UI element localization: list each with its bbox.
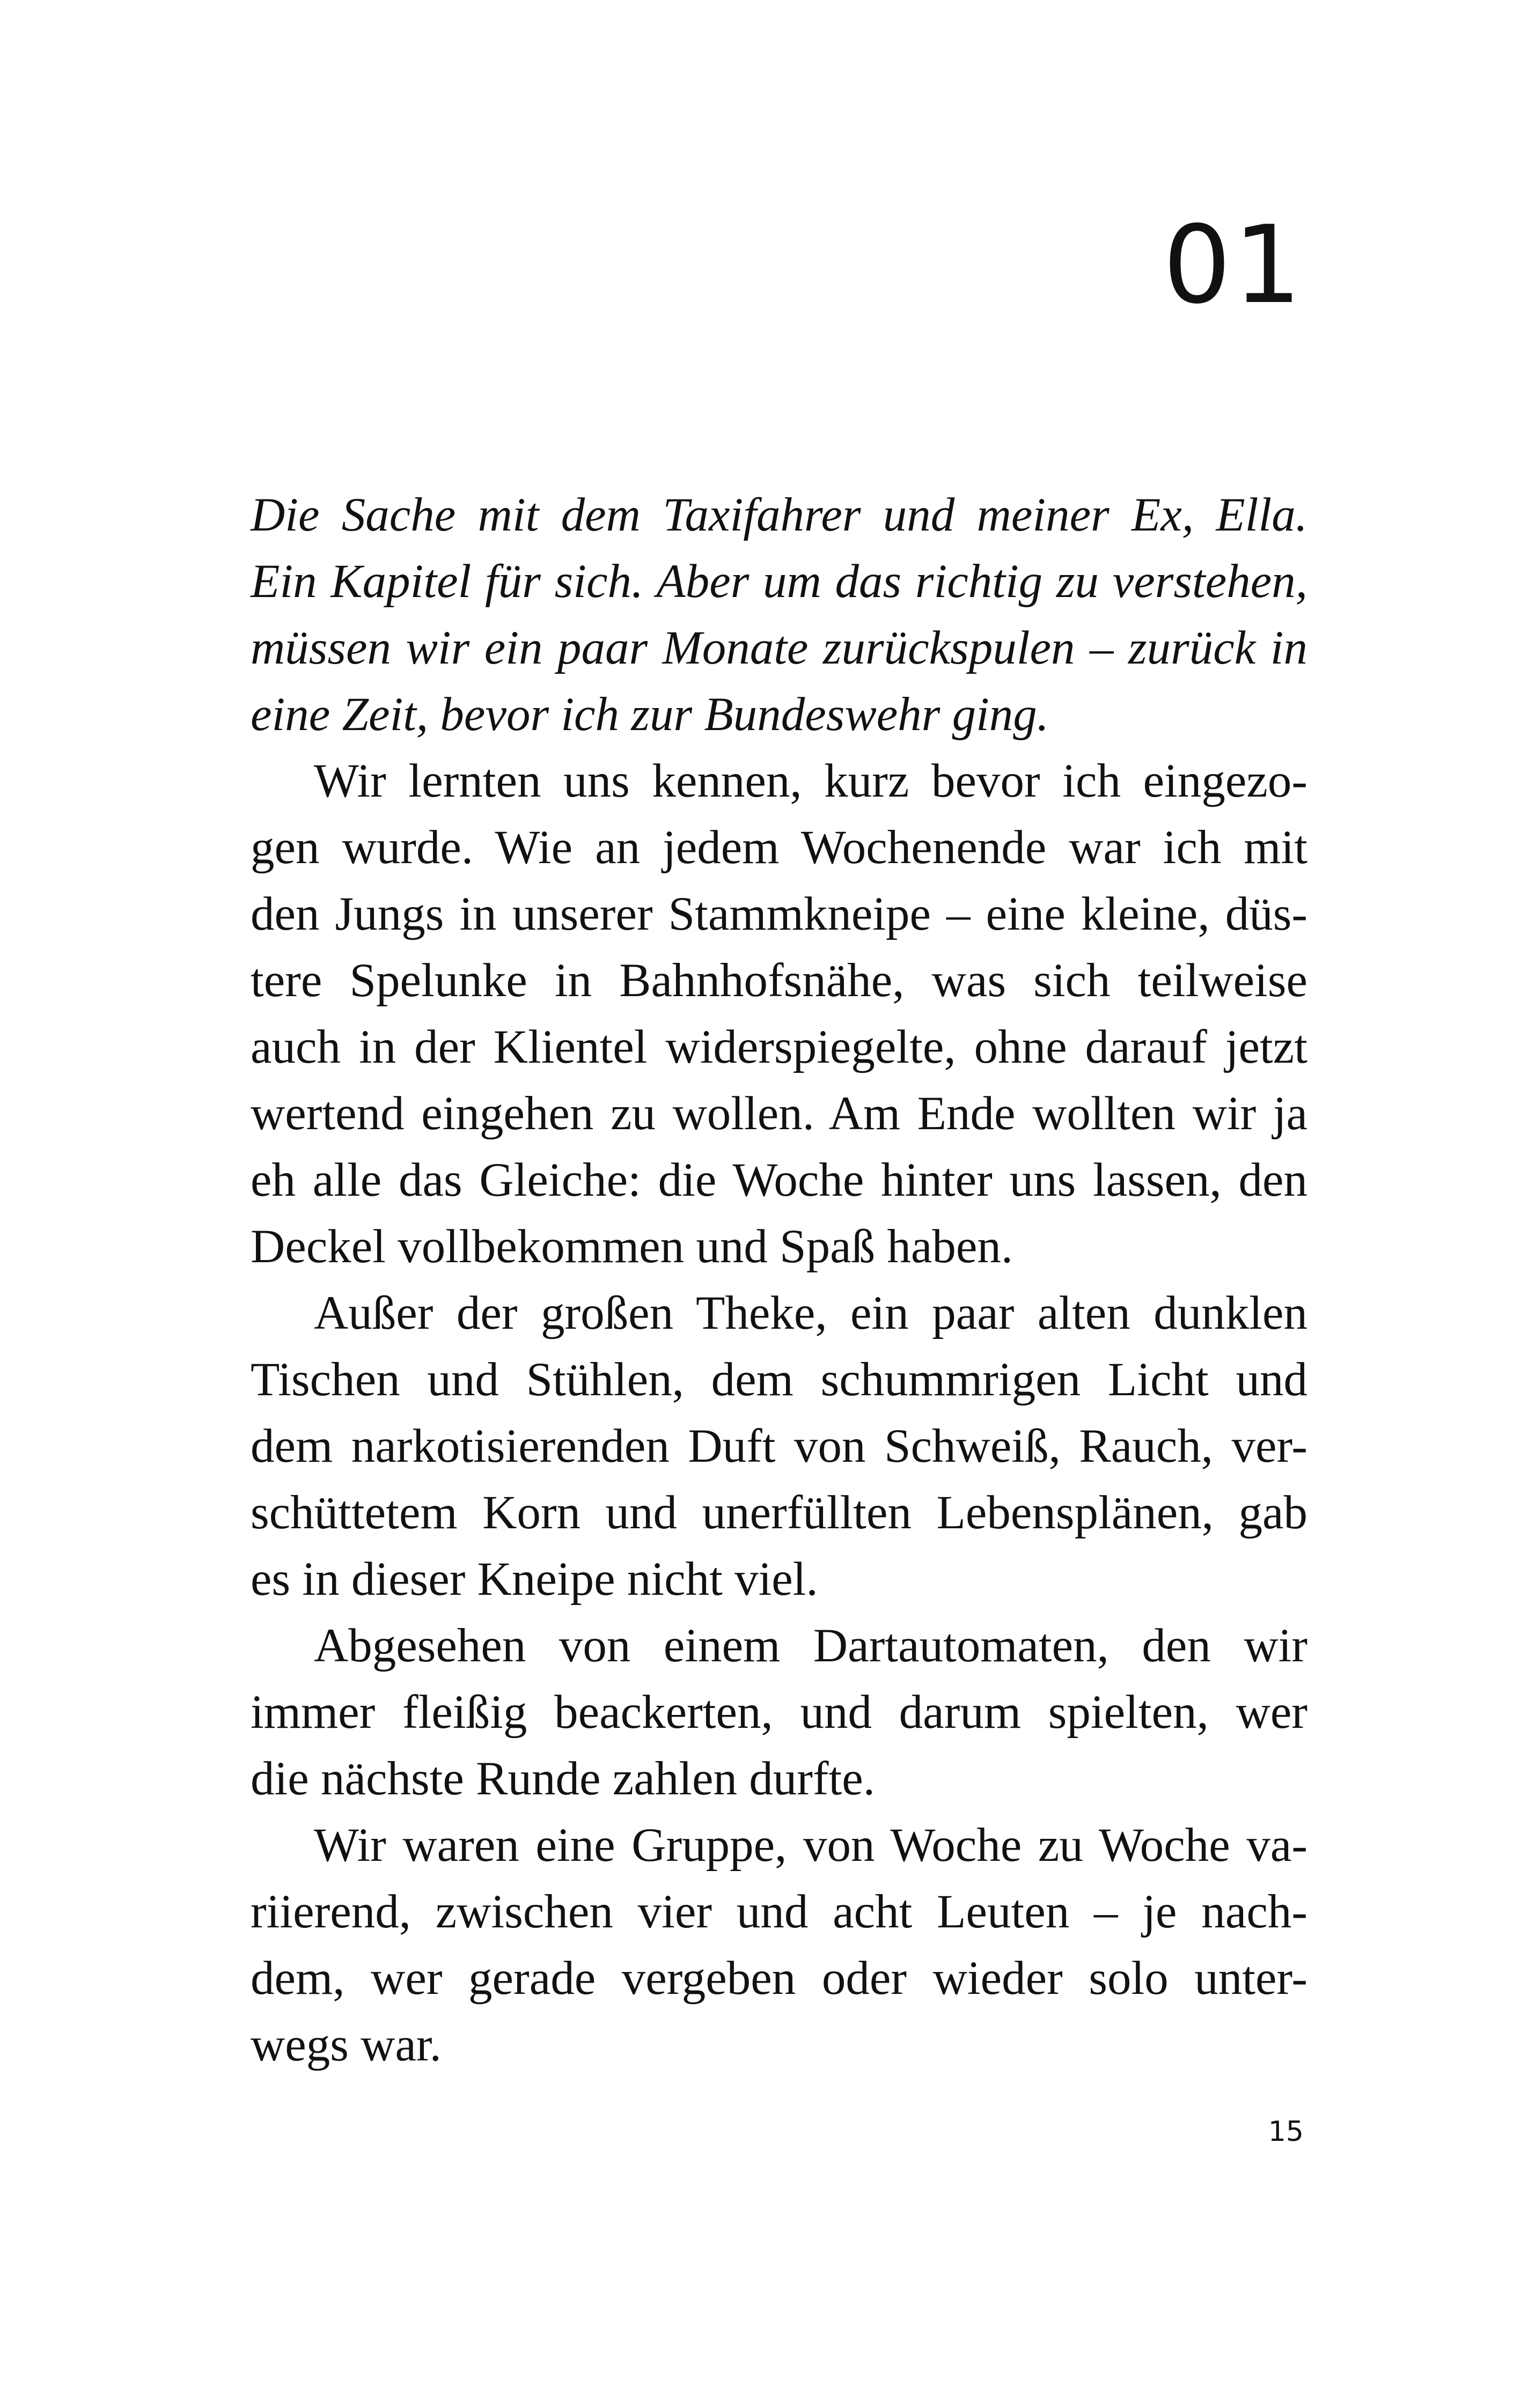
paragraph-line: Tischen und Stühlen, dem schummrigen Licht und xyxy=(251,1353,1307,1406)
paragraph-line: es in dieser Kneipe nicht viel. xyxy=(251,1553,818,1606)
intro-line: Die Sache mit dem Taxifahrer und meiner Ex, Ella. xyxy=(251,489,1307,541)
paragraph xyxy=(251,1280,1307,1612)
paragraph-line: Außer der großen Theke, ein paar alten dunklen xyxy=(314,1287,1307,1339)
paragraph xyxy=(251,1812,1307,2078)
chapter-text xyxy=(251,482,1307,2078)
paragraph xyxy=(251,748,1307,1280)
paragraph-line: immer fleißig beackerten, und darum spielten, wer xyxy=(251,1686,1307,1739)
paragraph-line: auch in der Klientel widerspiegelte, ohne darauf jetzt xyxy=(251,1021,1307,1073)
paragraph-line: eh alle das Gleiche: die Woche hinter uns lassen, den xyxy=(251,1154,1307,1206)
paragraph-line: gen wurde. Wie an jedem Wochenende war ich mit xyxy=(251,821,1307,874)
paragraph-line: riierend, zwischen vier und acht Leuten – je nach- xyxy=(251,1886,1307,1938)
intro-line: Ein Kapitel für sich. Aber um das richtig zu verstehen, xyxy=(251,555,1307,608)
paragraph-line: schüttetem Korn und unerfüllten Lebensplänen, gab xyxy=(251,1486,1307,1539)
paragraph-line: Deckel vollbekommen und Spaß haben. xyxy=(251,1220,1013,1273)
chapter-number: 01 xyxy=(1163,203,1304,328)
paragraph-line: tere Spelunke in Bahnhofsnähe, was sich teilweise xyxy=(251,954,1307,1007)
paragraph-line: dem narkotisierenden Duft von Schweiß, Rauch, ver- xyxy=(251,1420,1307,1472)
paragraph-line: wegs war. xyxy=(251,2019,442,2071)
page-number: 15 xyxy=(1268,2116,1304,2148)
paragraph-line: Wir lernten uns kennen, kurz bevor ich eingezo- xyxy=(314,755,1307,807)
paragraph-line: die nächste Runde zahlen durfte. xyxy=(251,1752,875,1805)
intro-line: eine Zeit, bevor ich zur Bundeswehr ging. xyxy=(251,688,1049,741)
chapter-intro xyxy=(251,482,1307,748)
paragraph-line: Abgesehen von einem Dartautomaten, den wir xyxy=(314,1619,1307,1672)
paragraph-line: dem, wer gerade vergeben oder wieder solo unter- xyxy=(251,1952,1307,2005)
paragraph-line: wertend eingehen zu wollen. Am Ende wollten wir ja xyxy=(251,1087,1307,1140)
paragraph-line: den Jungs in unserer Stammkneipe – eine kleine, düs- xyxy=(251,888,1307,940)
paragraph-line: Wir waren eine Gruppe, von Woche zu Woche va- xyxy=(314,1819,1307,1872)
intro-line: müssen wir ein paar Monate zurückspulen – zurück in xyxy=(251,622,1307,674)
paragraph xyxy=(251,1612,1307,1812)
